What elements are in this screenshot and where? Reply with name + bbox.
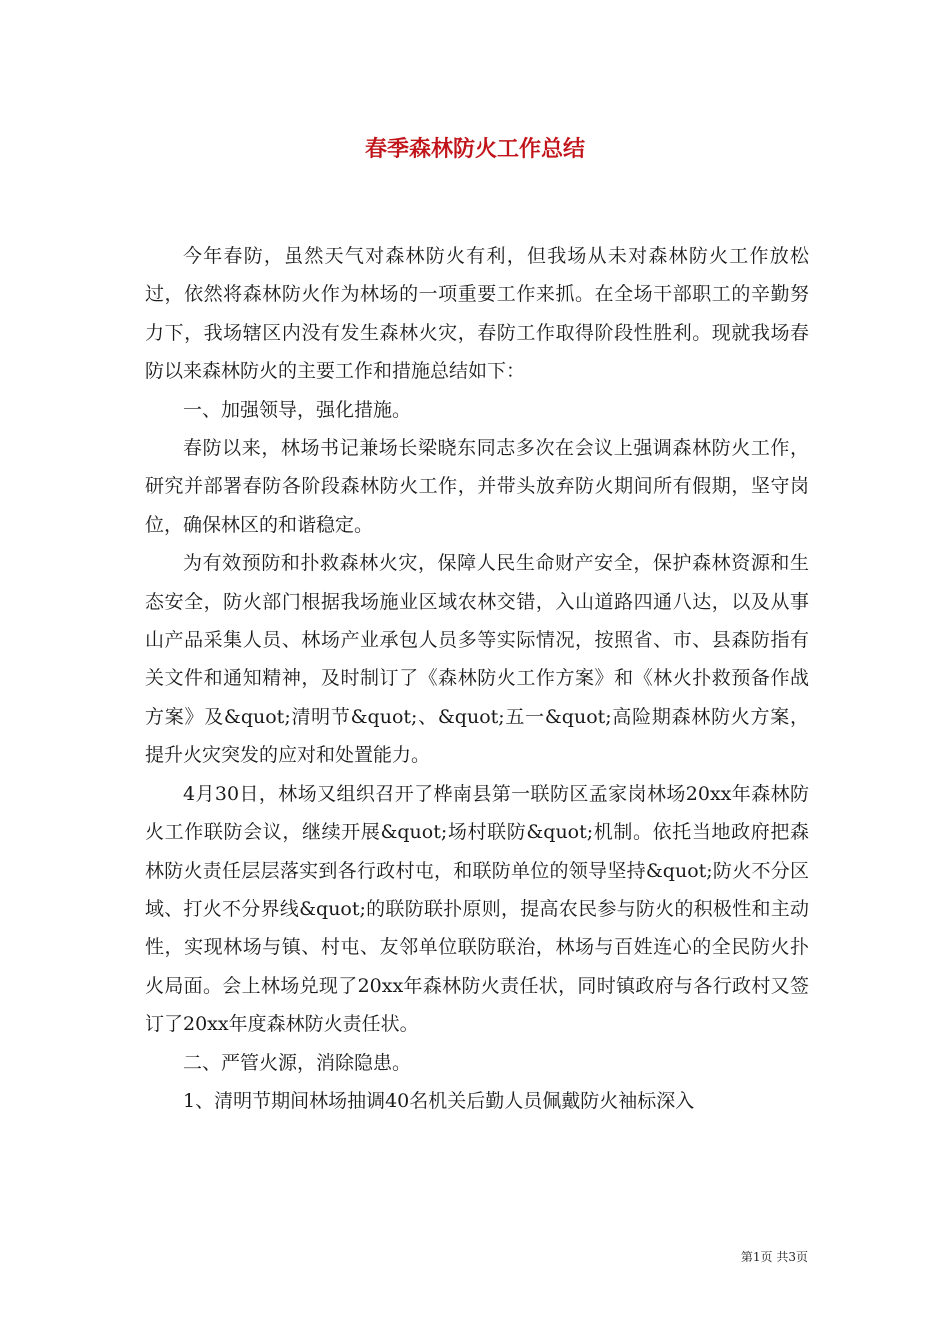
page-number: 第1页 共3页 xyxy=(740,1250,808,1264)
paragraph: 为有效预防和扑救森林火灾，保障人民生命财产安全，保护森林资源和生态安全，防火部门根据我场施业区域农林交错，入山道路四通八达，以及从事山产品采集人员、林场产业承包人员多等实际情况，按照省、市、县森防指有关文件和通知精神，及时制订了《森林防火工作方案》和《林火扑救预备作战方案》及&quot;清明节&quot;、&quot;五一&quot;高险期森林防火方案，提升火灾突发的应对和处置能力。 xyxy=(145,552,809,767)
paragraph: 春防以来，林场书记兼场长梁晓东同志多次在会议上强调森林防火工作，研究并部署春防各阶段森林防火工作，并带头放弃防火期间所有假期，坚守岗位，确保林区的和谐稳定。 xyxy=(145,437,809,536)
document-title: 春季森林防火工作总结 xyxy=(364,136,585,162)
section-heading-2: 二、严管火源，消除隐患。 xyxy=(183,1051,412,1074)
document-body xyxy=(145,237,809,1120)
section-heading-1: 一、加强领导，强化措施。 xyxy=(183,398,412,421)
paragraph-intro: 今年春防，虽然天气对森林防火有利，但我场从未对森林防火工作放松过，依然将森林防火作为林场的一项重要工作来抓。在全场干部职工的辛勤努力下，我场辖区内没有发生森林火灾，春防工作取得阶段性胜利。现就我场春防以来森林防火的主要工作和措施总结如下： xyxy=(145,245,809,383)
paragraph: 1、清明节期间林场抽调40名机关后勤人员佩戴防火袖标深入 xyxy=(183,1089,695,1112)
paragraph: 4月30日，林场又组织召开了桦南县第一联防区孟家岗林场20xx年森林防火工作联防会议，继续开展&quot;场村联防&quot;机制。依托当地政府把森林防火责任层层落实到各行政村屯，和联防单位的领导坚持&quot;防火不分区域、打火不分界线&quot;的联防联扑原则，提高农民参与防火的积极性和主动性，实现林场与镇、村屯、友邻单位联防联治，林场与百姓连心的全民防火扑火局面。会上林场兑现了20xx年森林防火责任状，同时镇政府与各行政村又签订了20xx年度森林防火责任状。 xyxy=(145,782,809,1036)
